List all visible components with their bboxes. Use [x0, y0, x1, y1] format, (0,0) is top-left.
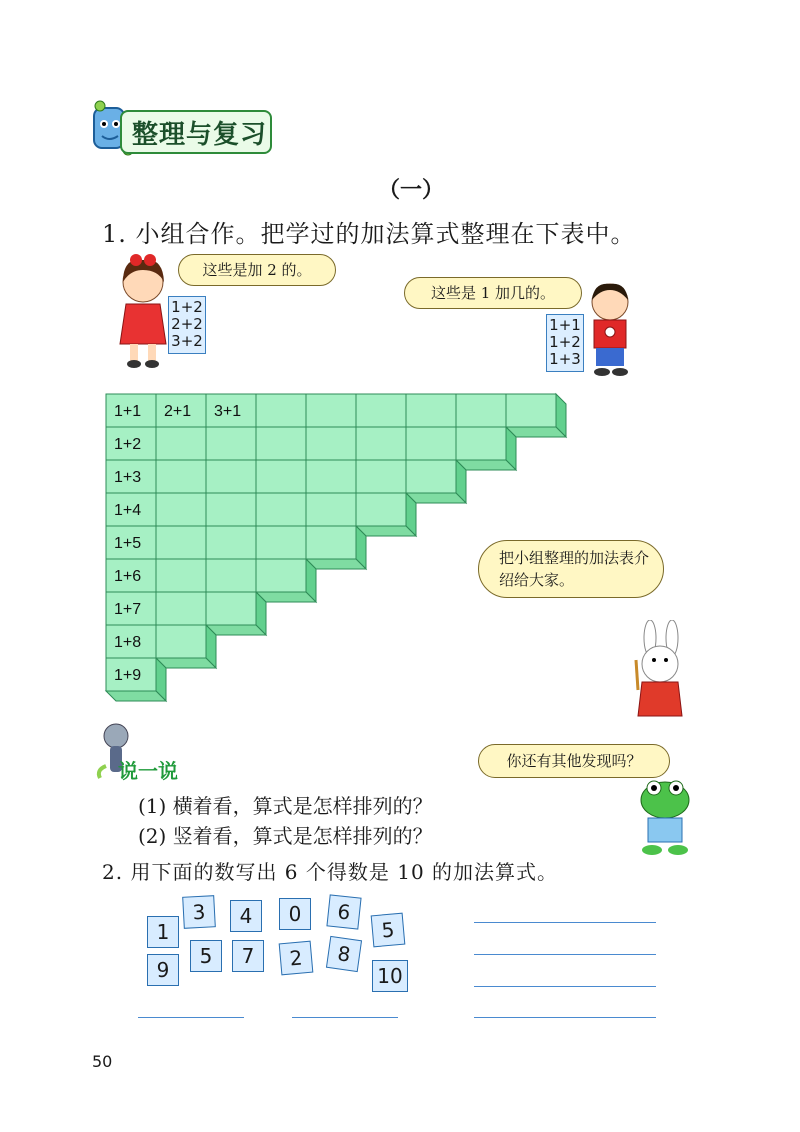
- speak-item-1: (1) 横着看，算式是怎样排列的？: [138, 794, 433, 818]
- table-cell: [256, 559, 306, 592]
- table-cell: [306, 394, 356, 427]
- table-cell: [156, 493, 206, 526]
- table-cell: [406, 427, 456, 460]
- girl-card-line: 3+2: [171, 332, 203, 350]
- number-card: 1: [147, 916, 179, 948]
- table-cell: [356, 493, 406, 526]
- boy-card: [546, 314, 584, 372]
- question-1: 1. 小组合作。把学过的加法算式整理在下表中。: [102, 220, 636, 248]
- answer-line[interactable]: [474, 1017, 656, 1018]
- table-cell: [156, 427, 206, 460]
- table-cell: [456, 394, 506, 427]
- table-row-label: 1+7: [114, 601, 142, 618]
- answer-line[interactable]: [474, 954, 656, 955]
- question-2: 2. 用下面的数写出 6 个得数是 10 的加法算式。: [102, 860, 559, 884]
- table-row-label: 1+9: [114, 667, 142, 684]
- table-cell: [206, 493, 256, 526]
- table-cell: [256, 427, 306, 460]
- frog-illustration: [630, 774, 700, 860]
- girl-speech-bubble: 这些是加 2 的。: [178, 254, 336, 286]
- table-cell: [256, 394, 306, 427]
- table-cell: [156, 559, 206, 592]
- table-cell: [206, 559, 256, 592]
- answer-line[interactable]: [138, 1017, 244, 1018]
- table-cell: [506, 394, 556, 427]
- table-header-cell: 1+1: [114, 403, 142, 420]
- table-cell: [356, 427, 406, 460]
- table-row-label: 1+6: [114, 568, 142, 585]
- table-header-cell: 2+1: [164, 403, 192, 420]
- rabbit-illustration: [620, 620, 700, 720]
- number-card: 0: [279, 898, 311, 930]
- number-card: 10: [372, 960, 408, 992]
- table-row-label: 1+5: [114, 535, 142, 552]
- answer-line[interactable]: [474, 922, 656, 923]
- boy-card-line: 1+1: [549, 316, 581, 334]
- boy-card-line: 1+2: [549, 333, 581, 351]
- answer-line[interactable]: [474, 986, 656, 987]
- number-card: 4: [230, 900, 262, 932]
- table-row-label: 1+2: [114, 436, 142, 453]
- table-cell: [156, 625, 206, 658]
- frog-speech-bubble: 你还有其他发现吗？: [478, 744, 670, 778]
- table-cell: [456, 427, 506, 460]
- speak-item-2: (2) 竖着看，算式是怎样排列的？: [138, 824, 433, 848]
- table-cell: [306, 427, 356, 460]
- girl-card-line: 2+2: [171, 315, 203, 333]
- table-cell: [256, 493, 306, 526]
- answer-line[interactable]: [292, 1017, 398, 1018]
- table-row-label: 1+3: [114, 469, 142, 486]
- page-number: 50: [92, 1052, 113, 1071]
- table-cell: [406, 460, 456, 493]
- girl-card: [168, 296, 206, 354]
- section-banner: [88, 100, 270, 160]
- subtitle: （一）: [378, 177, 445, 203]
- table-cell: [206, 427, 256, 460]
- number-card: 9: [147, 954, 179, 986]
- table-cell: [206, 460, 256, 493]
- table-cell: [356, 460, 406, 493]
- table-cell: [406, 394, 456, 427]
- table-cell: [156, 592, 206, 625]
- number-card: 8: [326, 936, 362, 972]
- girl-card-line: 1+2: [171, 298, 203, 316]
- table-cell: [256, 460, 306, 493]
- table-cell: [156, 460, 206, 493]
- number-card: 7: [232, 940, 264, 972]
- table-cell: [306, 526, 356, 559]
- number-card: 5: [371, 913, 406, 948]
- number-card: 3: [182, 895, 216, 929]
- boy-illustration: [580, 280, 640, 380]
- table-cell: [356, 394, 406, 427]
- number-card: 5: [190, 940, 222, 972]
- number-card: 2: [279, 941, 314, 976]
- table-cell: [156, 526, 206, 559]
- table-row-label: 1+8: [114, 634, 142, 651]
- table-cell-bottom: [106, 691, 166, 701]
- speak-label: 说一说: [118, 759, 178, 783]
- number-card: 6: [326, 894, 361, 929]
- table-cell: [206, 592, 256, 625]
- boy-speech-bubble: 这些是 1 加几的。: [404, 277, 582, 309]
- section-title: 整理与复习: [132, 120, 268, 150]
- table-cell: [256, 526, 306, 559]
- table-cell: [306, 460, 356, 493]
- table-row-label: 1+4: [114, 502, 142, 519]
- rabbit-speech-bubble: 把小组整理的加法表介绍给大家。: [478, 540, 664, 598]
- table-header-cell: 3+1: [214, 403, 242, 420]
- table-cell: [206, 526, 256, 559]
- table-cell: [306, 493, 356, 526]
- boy-card-line: 1+3: [549, 350, 581, 368]
